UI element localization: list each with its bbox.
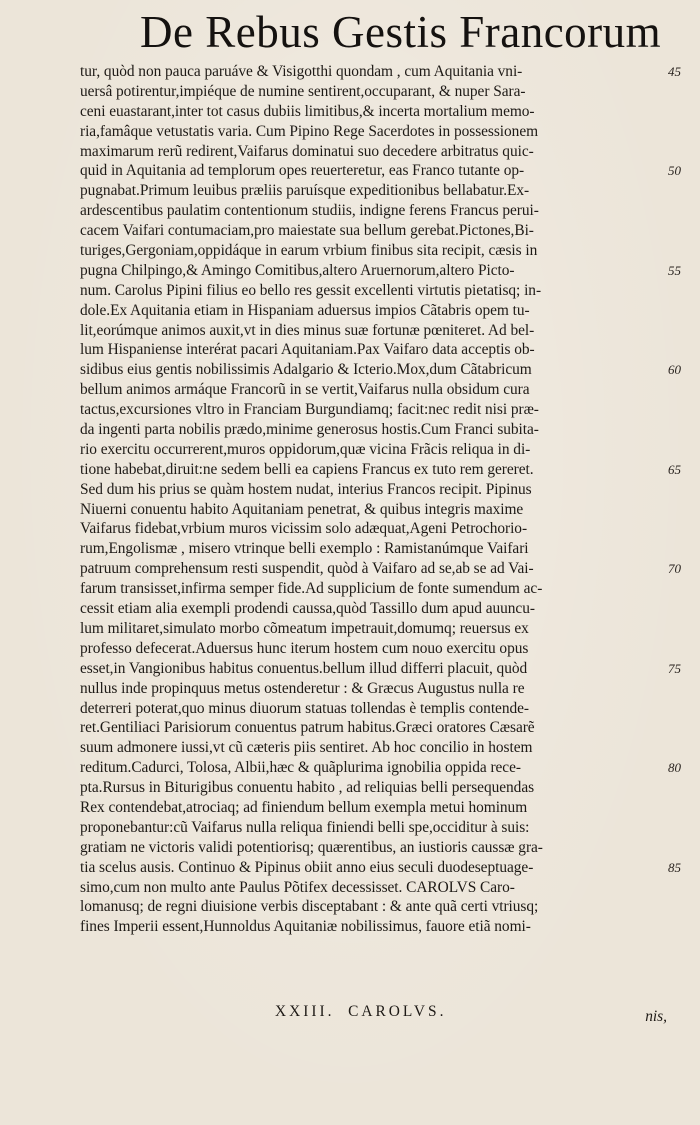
text-line bbox=[80, 161, 681, 181]
text-line bbox=[80, 360, 681, 380]
line-text: professo defecerat.Aduersus hunc iterum hostem cum nouo exercitu opus bbox=[80, 639, 529, 657]
text-line bbox=[80, 261, 681, 281]
text-line bbox=[80, 519, 675, 539]
line-number: 60 bbox=[668, 362, 681, 378]
line-text: turiges,Gergoniam,oppidáque in earum vrbium finibus sita recipit, cæsis in bbox=[80, 242, 538, 260]
line-text: Rex contendebat,atrociaq; ad finiendum bellum exempla metui hominum bbox=[80, 798, 528, 816]
footer-catchline bbox=[80, 1002, 675, 1025]
line-text: tia scelus ausis. Continuo & Pipinus obiit anno eius seculi duodeseptuage- bbox=[80, 858, 534, 876]
text-line bbox=[80, 62, 681, 82]
line-text: Niuerni conuentu habito Aquitaniam penetrat, & quibus integris maxime bbox=[80, 500, 524, 518]
line-text: proponebantur:cũ Vaifarus nulla reliqua finiendi belli spe,occiditur à suis: bbox=[80, 818, 530, 836]
line-text: tactus,excursiones vltro in Franciam Burgundiamq; facit:nec redit nisi præ- bbox=[80, 401, 539, 419]
line-text: pugnabat.Primum leuibus præliis paruísque expeditionibus bellabatur.Ex- bbox=[80, 182, 530, 200]
text-line bbox=[80, 858, 681, 878]
line-text: lit,eorúmque animos auxit,vt in dies minus suæ fortunæ pœniteret. Ad bel- bbox=[80, 321, 535, 339]
line-text: farum transisset,infirma semper fide.Ad supplicium de fonte sumendum ac- bbox=[80, 580, 543, 598]
line-text: pta.Rursus in Biturigibus conuentu habito , ad reliquias belli persequendas bbox=[80, 779, 535, 797]
line-text: nullus inde propinquus metus ostenderetur : & Græcus Augustus nulla re bbox=[80, 679, 525, 697]
line-text: bellum animos armáque Francorũ in se vertit,Vaifarus nulla obsidum cura bbox=[80, 381, 530, 399]
line-text: uersâ potirentur,impiéque de numine sentirent,occuparant, & nuper Sara- bbox=[80, 82, 526, 100]
line-number: 55 bbox=[668, 262, 681, 278]
text-line bbox=[80, 659, 681, 679]
text-line bbox=[80, 679, 675, 699]
text-line bbox=[80, 639, 675, 659]
text-line bbox=[80, 838, 675, 858]
text-line bbox=[80, 122, 675, 142]
line-text: deterreri poterat,quo minus diuorum statuas tollendas è templis contende- bbox=[80, 699, 529, 717]
line-text: cacem Vaifari contumaciam,pro maiestate sua bellum gerebat.Pictones,Bi- bbox=[80, 222, 534, 240]
signature-mark bbox=[275, 1002, 446, 1022]
line-text: rum,Engolismæ , misero vtrinque belli exemplo : Ramistanúmque Vaifari bbox=[80, 540, 529, 558]
running-head-title: De Rebus Gestis Francorum bbox=[140, 7, 662, 57]
line-text: ceni euastarant,inter tot casus dubiis limitibus,& incerta mortalium memo- bbox=[80, 102, 535, 120]
signature-number: XXIII. bbox=[275, 1003, 335, 1020]
line-text: pugna Chilpingo,& Amingo Comitibus,altero Aruernorum,altero Picto- bbox=[80, 261, 515, 279]
line-number: 75 bbox=[668, 660, 681, 676]
text-line bbox=[80, 878, 675, 898]
text-line bbox=[80, 380, 675, 400]
line-text: esset,in Vangionibus habitus conuentus.bellum illud differri placuit, quòd bbox=[80, 659, 528, 677]
text-line bbox=[80, 460, 681, 480]
line-text: lum militaret,simulato morbo cõmeatum impetrauit,domumq; reuersus ex bbox=[80, 619, 529, 637]
line-number: 65 bbox=[668, 461, 681, 477]
text-line bbox=[80, 579, 675, 599]
line-text: da ingenti parta nobilis prædo,minime generosus hostis.Cum Franci subita- bbox=[80, 421, 539, 439]
text-line bbox=[80, 619, 675, 639]
line-text: reditum.Cadurci, Tolosa, Albii,hæc & quãplurima ignobilia oppida rece- bbox=[80, 759, 521, 777]
text-line bbox=[80, 301, 675, 321]
signature-name: CAROLVS. bbox=[348, 1003, 447, 1020]
catchword: nis, bbox=[645, 1008, 667, 1025]
line-text: quid in Aquitania ad templorum opes reuerteretur, eas Franco tutante op- bbox=[80, 162, 525, 180]
text-line bbox=[80, 82, 675, 102]
text-line bbox=[80, 818, 675, 838]
line-text: sidibus eius gentis nobilissimis Adalgario & Icterio.Mox,dum Cãtabricum bbox=[80, 361, 532, 379]
line-text: fines Imperii essent,Hunnoldus Aquitaniæ nobilissimus, fauore etiã nomi- bbox=[80, 918, 531, 936]
line-text: maximarum rerũ redirent,Vaifarus dominatui suo decedere arbitratus quic- bbox=[80, 142, 534, 160]
line-text: gratiam ne victoris validi potentiorisq; quærentibus, an iustioris caussæ gra- bbox=[80, 838, 543, 856]
text-line bbox=[80, 340, 675, 360]
text-line bbox=[80, 480, 675, 500]
text-line bbox=[80, 539, 675, 559]
line-number: 80 bbox=[668, 760, 681, 776]
text-line bbox=[80, 718, 675, 738]
line-text: tur, quòd non pauca paruáve & Visigotthi quondam , cum Aquitania vni- bbox=[80, 63, 523, 80]
text-line bbox=[80, 221, 675, 241]
text-line bbox=[80, 420, 675, 440]
line-text: ardescentibus paulatim contentionum studiis, indigne ferens Francus perui- bbox=[80, 202, 539, 220]
line-text: tione habebat,diruit:ne sedem belli ea capiens Francus ex tuto rem gereret. bbox=[80, 460, 534, 478]
text-line bbox=[80, 699, 675, 719]
line-number: 45 bbox=[668, 64, 681, 79]
line-text: ret.Gentiliaci Parisiorum conuentus patrum habitus.Græci oratores Cæsarẽ bbox=[80, 719, 535, 737]
text-line bbox=[80, 738, 675, 758]
line-text: cessit etiam alia exempli prodendi caussa,quòd Tassillo dum apud auuncu- bbox=[80, 600, 535, 618]
line-text: lomanusq; de regni diuisione verbis disceptabant : & ante quã certi vtriusq; bbox=[80, 898, 539, 916]
line-text: patruum comprehensum resti suspendit, quòd à Vaifaro ad se,ab se ad Vai- bbox=[80, 560, 534, 578]
text-line bbox=[80, 758, 681, 778]
body-text bbox=[80, 62, 681, 937]
line-text: Sed dum his prius se quàm hostem nudat, interius Francos recipit. Pipinus bbox=[80, 480, 532, 498]
text-line bbox=[80, 440, 675, 460]
text-line bbox=[80, 102, 675, 122]
line-number: 50 bbox=[668, 163, 681, 179]
text-line bbox=[80, 181, 675, 201]
text-line bbox=[80, 241, 675, 261]
text-line bbox=[80, 142, 675, 162]
line-text: rio exercitu occurrerent,muros oppidorum,quæ vicina Frãcis reliqua in di- bbox=[80, 440, 531, 458]
line-number: 70 bbox=[668, 561, 681, 577]
line-number: 85 bbox=[668, 859, 681, 875]
line-text: simo,cum non multo ante Paulus Põtifex decessisset. CAROLVS Caro- bbox=[80, 878, 515, 896]
text-line bbox=[80, 798, 675, 818]
text-line bbox=[80, 500, 675, 520]
text-line bbox=[80, 917, 675, 937]
text-line bbox=[80, 400, 675, 420]
line-text: num. Carolus Pipini filius eo bello res gessit excellenti virtutis pietatisq; in- bbox=[80, 281, 542, 299]
line-text: lum Hispaniense interérat pacari Aquitaniam.Pax Vaifaro data acceptis ob- bbox=[80, 341, 535, 359]
text-line bbox=[80, 599, 675, 619]
line-text: suum admonere iussi,vt cũ cæteris piis sentiret. Ab hoc concilio in hostem bbox=[80, 739, 533, 757]
text-line bbox=[80, 897, 675, 917]
line-text: ria,famâque vetustatis varia. Cum Pipino Rege Sacerdotes in possessionem bbox=[80, 122, 539, 140]
text-line bbox=[80, 201, 675, 221]
line-text: dole.Ex Aquitania etiam in Hispaniam aduersus impios Cãtabris opem tu- bbox=[80, 301, 530, 319]
text-line bbox=[80, 281, 675, 301]
text-line bbox=[80, 778, 675, 798]
line-text: Vaifarus fidebat,vrbium muros vicissim solo adæquat,Ageni Petrochorio- bbox=[80, 520, 528, 538]
text-line bbox=[80, 559, 681, 579]
text-line bbox=[80, 321, 675, 341]
